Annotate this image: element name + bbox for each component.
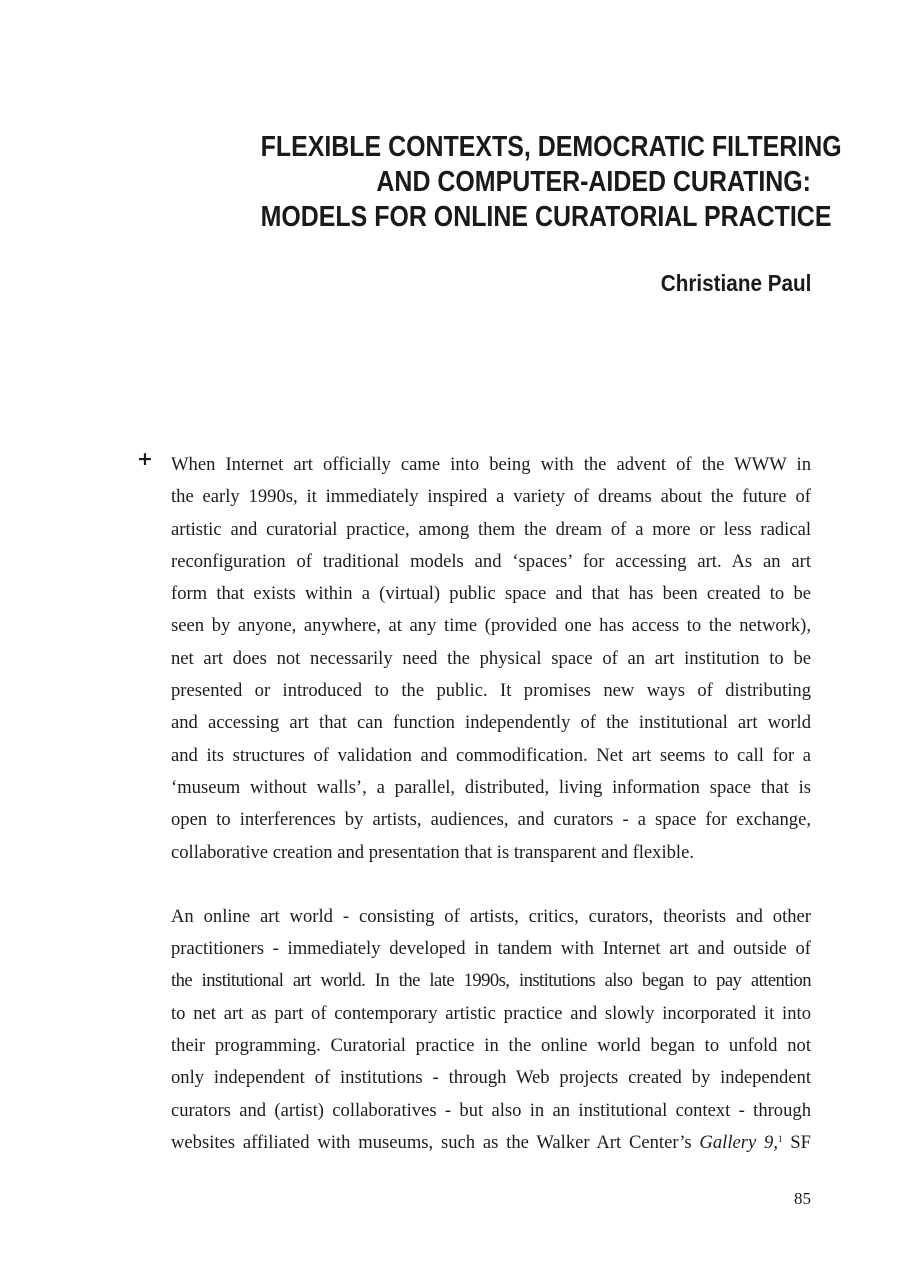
paragraph-gap bbox=[171, 869, 811, 901]
paragraph-2-line: curators and (artist) collaboratives - but also in an institutional context - through bbox=[171, 1099, 811, 1121]
paragraph-1-line: seen by anyone, anywhere, at any time (provided one has access to the network), bbox=[171, 615, 811, 637]
paragraph-2-last-line bbox=[171, 1127, 811, 1159]
paragraph-1-line: presented or introduced to the public. It promises new ways of distributing bbox=[171, 680, 811, 702]
line-text: websites affiliated with museums, such as the Walker Art Center’s bbox=[171, 1131, 700, 1153]
title-line: AND COMPUTER-AIDED CURATING: bbox=[376, 166, 811, 198]
body-text bbox=[171, 449, 811, 1159]
paragraph-1-line: collaborative creation and presentation that is transparent and flexible. bbox=[171, 841, 695, 863]
paragraph-1-line: reconfiguration of traditional models and ‘spaces’ for accessing art. As an art bbox=[171, 550, 811, 572]
line-text: SF bbox=[782, 1131, 811, 1153]
chapter-title bbox=[260, 130, 842, 235]
paragraph-2-line: only independent of institutions - through Web projects created by independent bbox=[171, 1067, 811, 1089]
author-name: Christiane Paul bbox=[660, 270, 811, 296]
paragraph-2-line: to net art as part of contemporary artistic practice and slowly incorporated it into bbox=[171, 1002, 811, 1024]
paragraph-2-line: the institutional art world. In the late 1990s, institutions also began to pay attention bbox=[171, 970, 811, 992]
paragraph-2-line: An online art world - consisting of artists, critics, curators, theorists and other bbox=[171, 905, 811, 927]
italic-title: Gallery 9 bbox=[699, 1131, 774, 1153]
paragraph-1-line: and its structures of validation and commodification. Net art seems to call for a bbox=[171, 744, 811, 766]
paragraph-1-line: open to interferences by artists, audiences, and curators - a space for exchange, bbox=[171, 809, 811, 831]
paragraph-1-line: form that exists within a (virtual) public space and that has been created to be bbox=[171, 583, 811, 605]
title-line: FLEXIBLE CONTEXTS, DEMOCRATIC FILTERING bbox=[260, 131, 842, 163]
paragraph-1-line: net art does not necessarily need the physical space of an art institution to be bbox=[171, 647, 811, 669]
title-line: MODELS FOR ONLINE CURATORIAL PRACTICE bbox=[260, 201, 832, 233]
footnote-marker[interactable]: 1 bbox=[777, 1133, 783, 1144]
paragraph-2-line: practitioners - immediately developed in tandem with Internet art and outside of bbox=[171, 938, 811, 960]
plus-marker-icon: + bbox=[137, 448, 153, 470]
paragraph-2-line: their programming. Curatorial practice in the online world began to unfold not bbox=[171, 1035, 811, 1057]
comma: , bbox=[773, 1131, 778, 1153]
paragraph-1-line: When Internet art officially came into being with the advent of the WWW in bbox=[171, 454, 811, 475]
paragraph-1-line: and accessing art that can function independently of the institutional art world bbox=[171, 712, 811, 734]
paragraph-1-line: artistic and curatorial practice, among them the dream of a more or less radical bbox=[171, 518, 811, 540]
page-number: 85 bbox=[794, 1189, 811, 1208]
paragraph-1-line: the early 1990s, it immediately inspired a variety of dreams about the future of bbox=[171, 486, 811, 508]
paragraph-1-line: ‘museum without walls’, a parallel, distributed, living information space that is bbox=[171, 776, 811, 798]
